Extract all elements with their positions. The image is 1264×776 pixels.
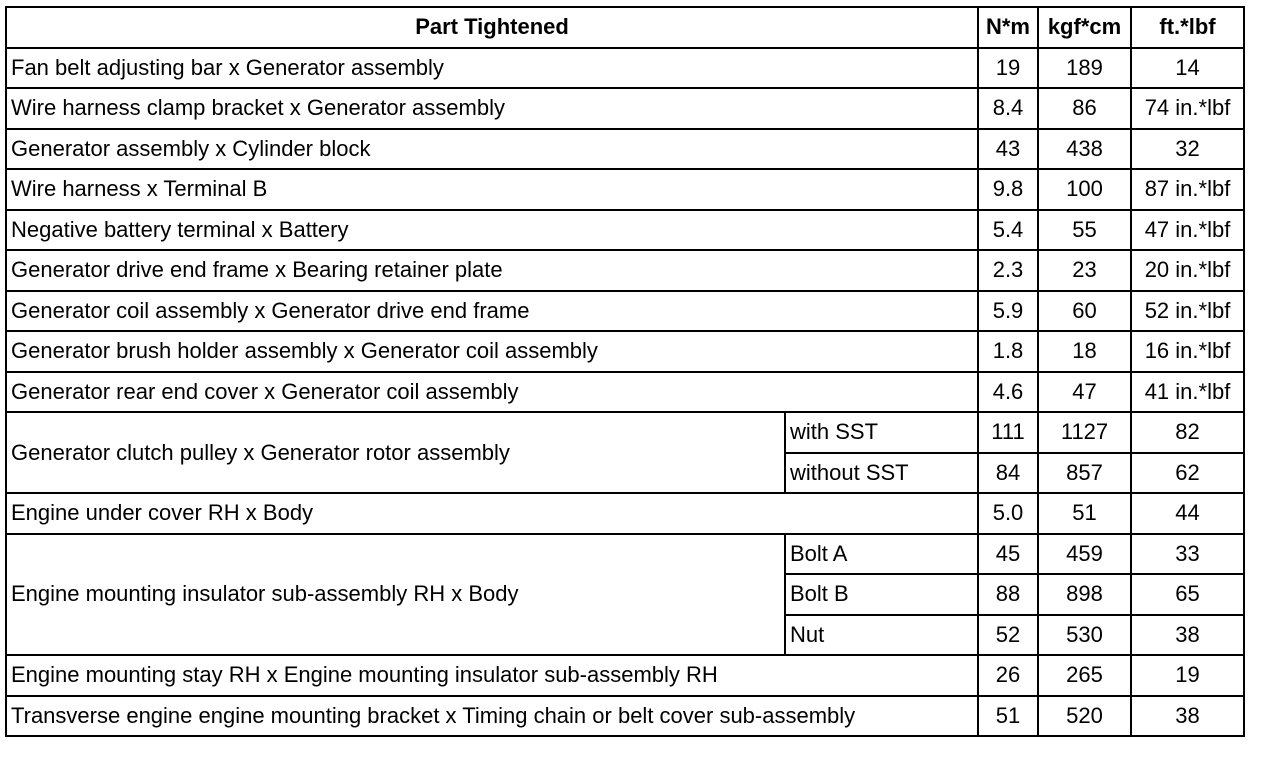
ftlbf-cell: 33 xyxy=(1131,534,1244,575)
kgfcm-cell: 459 xyxy=(1038,534,1131,575)
condition-cell: Nut xyxy=(785,615,978,656)
nm-cell: 4.6 xyxy=(978,372,1038,413)
nm-cell: 88 xyxy=(978,574,1038,615)
ftlbf-cell: 20 in.*lbf xyxy=(1131,250,1244,291)
table-row xyxy=(6,655,1244,696)
part-cell: Fan belt adjusting bar x Generator assembly xyxy=(6,48,978,89)
nm-cell: 52 xyxy=(978,615,1038,656)
table-row xyxy=(6,250,1244,291)
ftlbf-cell: 38 xyxy=(1131,615,1244,656)
kgfcm-cell: 898 xyxy=(1038,574,1131,615)
ftlbf-cell: 47 in.*lbf xyxy=(1131,210,1244,251)
nm-cell: 2.3 xyxy=(978,250,1038,291)
kgfcm-cell: 265 xyxy=(1038,655,1131,696)
kgfcm-cell: 60 xyxy=(1038,291,1131,332)
kgfcm-cell: 189 xyxy=(1038,48,1131,89)
kgfcm-cell: 23 xyxy=(1038,250,1131,291)
ftlbf-cell: 38 xyxy=(1131,696,1244,737)
condition-cell: without SST xyxy=(785,453,978,494)
kgfcm-cell: 55 xyxy=(1038,210,1131,251)
nm-cell: 51 xyxy=(978,696,1038,737)
ftlbf-cell: 14 xyxy=(1131,48,1244,89)
part-cell: Generator coil assembly x Generator drive end frame xyxy=(6,291,978,332)
part-cell: Generator rear end cover x Generator coil assembly xyxy=(6,372,978,413)
header-row xyxy=(6,7,1244,48)
ftlbf-cell: 52 in.*lbf xyxy=(1131,291,1244,332)
nm-cell: 26 xyxy=(978,655,1038,696)
part-cell: Generator brush holder assembly x Generator coil assembly xyxy=(6,331,978,372)
kgfcm-cell: 530 xyxy=(1038,615,1131,656)
part-cell: Wire harness x Terminal B xyxy=(6,169,978,210)
table-row xyxy=(6,210,1244,251)
header-kgfcm: kgf*cm xyxy=(1038,7,1131,48)
ftlbf-cell: 41 in.*lbf xyxy=(1131,372,1244,413)
kgfcm-cell: 438 xyxy=(1038,129,1131,170)
nm-cell: 5.0 xyxy=(978,493,1038,534)
ftlbf-cell: 16 in.*lbf xyxy=(1131,331,1244,372)
part-cell-clutch: Generator clutch pulley x Generator rotor assembly xyxy=(6,412,785,493)
table-row xyxy=(6,88,1244,129)
condition-cell: with SST xyxy=(785,412,978,453)
header-part: Part Tightened xyxy=(6,7,978,48)
part-cell: Transverse engine engine mounting bracket x Timing chain or belt cover sub-assembly xyxy=(6,696,978,737)
ftlbf-cell: 62 xyxy=(1131,453,1244,494)
ftlbf-cell: 32 xyxy=(1131,129,1244,170)
part-cell: Generator assembly x Cylinder block xyxy=(6,129,978,170)
kgfcm-cell: 47 xyxy=(1038,372,1131,413)
header-ftlbf: ft.*lbf xyxy=(1131,7,1244,48)
ftlbf-cell: 74 in.*lbf xyxy=(1131,88,1244,129)
nm-cell: 1.8 xyxy=(978,331,1038,372)
ftlbf-cell: 19 xyxy=(1131,655,1244,696)
table-row xyxy=(6,331,1244,372)
table-row xyxy=(6,129,1244,170)
kgfcm-cell: 86 xyxy=(1038,88,1131,129)
torque-spec-table xyxy=(5,6,1245,737)
nm-cell: 9.8 xyxy=(978,169,1038,210)
table-row xyxy=(6,48,1244,89)
part-cell: Engine mounting stay RH x Engine mounting insulator sub-assembly RH xyxy=(6,655,978,696)
ftlbf-cell: 82 xyxy=(1131,412,1244,453)
table-row xyxy=(6,291,1244,332)
table-row xyxy=(6,696,1244,737)
table-row xyxy=(6,372,1244,413)
part-cell: Generator drive end frame x Bearing retainer plate xyxy=(6,250,978,291)
nm-cell: 111 xyxy=(978,412,1038,453)
header-nm: N*m xyxy=(978,7,1038,48)
part-cell-insulator: Engine mounting insulator sub-assembly RH x Body xyxy=(6,534,785,656)
ftlbf-cell: 87 in.*lbf xyxy=(1131,169,1244,210)
nm-cell: 8.4 xyxy=(978,88,1038,129)
ftlbf-cell: 65 xyxy=(1131,574,1244,615)
table-row xyxy=(6,493,1244,534)
nm-cell: 5.9 xyxy=(978,291,1038,332)
condition-cell: Bolt A xyxy=(785,534,978,575)
table-row xyxy=(6,169,1244,210)
nm-cell: 45 xyxy=(978,534,1038,575)
kgfcm-cell: 520 xyxy=(1038,696,1131,737)
nm-cell: 43 xyxy=(978,129,1038,170)
kgfcm-cell: 857 xyxy=(1038,453,1131,494)
nm-cell: 5.4 xyxy=(978,210,1038,251)
ftlbf-cell: 44 xyxy=(1131,493,1244,534)
nm-cell: 19 xyxy=(978,48,1038,89)
kgfcm-cell: 1127 xyxy=(1038,412,1131,453)
part-cell: Engine under cover RH x Body xyxy=(6,493,978,534)
table-row-insulator-bolt-a xyxy=(6,534,1244,575)
kgfcm-cell: 100 xyxy=(1038,169,1131,210)
condition-cell: Bolt B xyxy=(785,574,978,615)
kgfcm-cell: 18 xyxy=(1038,331,1131,372)
part-cell: Wire harness clamp bracket x Generator assembly xyxy=(6,88,978,129)
table-row-clutch-with-sst xyxy=(6,412,1244,453)
part-cell: Negative battery terminal x Battery xyxy=(6,210,978,251)
kgfcm-cell: 51 xyxy=(1038,493,1131,534)
nm-cell: 84 xyxy=(978,453,1038,494)
